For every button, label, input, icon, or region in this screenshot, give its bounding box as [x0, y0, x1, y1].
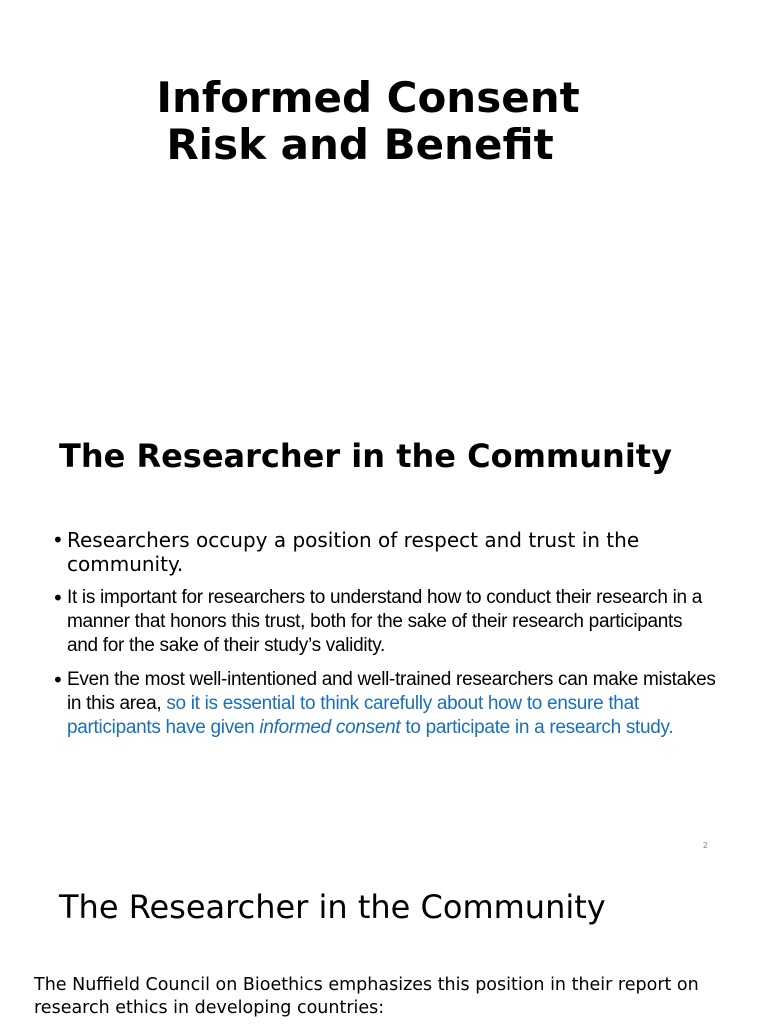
- bullet-item: [52, 586, 718, 658]
- slide-title-line-2: Risk and Benefit: [166, 120, 554, 169]
- bullet-highlight-text-end: to participate in a research study.: [400, 717, 674, 738]
- bullet-emphasis-text: informed consent: [259, 717, 401, 738]
- bullet-marker: •: [52, 586, 64, 610]
- slide-heading: The Researcher in the Community: [59, 888, 606, 926]
- bullet-text: Even the most well-intentioned and well-trained researchers can make mistakes in this area,: [67, 669, 716, 714]
- bullet-item: [52, 528, 718, 576]
- bullet-marker: •: [52, 528, 64, 552]
- slide-body-text: The Nuffield Council on Bioethics emphasizes this position in their report on research ethics in developing countries:: [34, 975, 699, 1018]
- content-slide-2: [0, 420, 768, 860]
- content-slide-3: [0, 875, 768, 1024]
- bullet-text: Researchers occupy a position of respect and trust in the community.: [67, 528, 640, 576]
- title-slide: [0, 0, 768, 400]
- bullet-highlight-text: so it is essential to think carefully about how to ensure that participants have given: [67, 693, 639, 738]
- slide-title-line-1: Informed Consent: [156, 73, 580, 122]
- page-number: 2: [702, 841, 708, 850]
- bullet-item: [52, 668, 718, 740]
- bullet-text: It is important for researchers to understand how to conduct their research in a manner that honors this trust, both for the sake of their research participants and for the sake of their study’s validity.: [67, 587, 702, 656]
- slide-heading: The Researcher in the Community: [59, 437, 672, 475]
- bullet-list: [52, 528, 718, 750]
- bullet-marker: •: [52, 668, 64, 692]
